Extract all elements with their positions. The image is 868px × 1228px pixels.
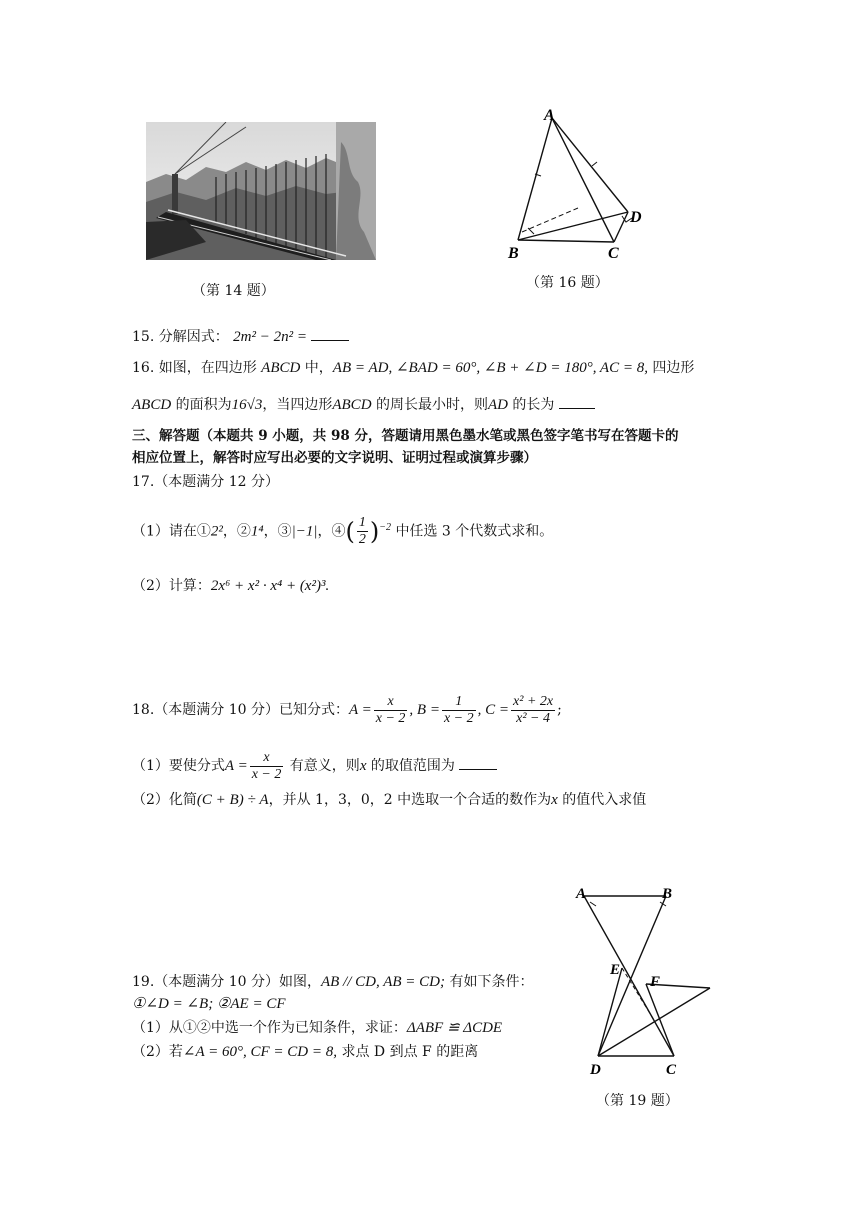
q18-part1 xyxy=(132,748,497,784)
q18-c-frac xyxy=(511,694,555,727)
q19-p2-text: （2）若 xyxy=(132,1044,183,1060)
fig19-caption: （第 19 题） xyxy=(596,1093,679,1109)
q18-a-label: A = xyxy=(348,702,372,718)
q18-p1-a: A = xyxy=(224,758,248,774)
q18-end: ; xyxy=(557,702,562,718)
q17-sep3: ，③ xyxy=(263,523,292,540)
q18-part2 xyxy=(132,790,646,810)
q17-title: 17.（本题满分 12 分） xyxy=(132,474,279,490)
q18-p1-mid: 有意义，则 xyxy=(285,758,360,774)
q17-p2-text: （2）计算： xyxy=(132,578,211,594)
fig16-label-d: D xyxy=(630,209,642,226)
fig19-label-b: B xyxy=(662,886,673,902)
q19-conditions: ①∠D = ∠B; ②AE = CF xyxy=(132,996,286,1012)
q17-frac-num: 1 xyxy=(358,515,366,531)
fig16-label-c: C xyxy=(608,245,619,262)
fig19-diagram xyxy=(570,880,720,1080)
section3-header-line2: 相应位置上，解答时应写出必要的文字说明、证明过程或演算步骤） xyxy=(132,450,537,466)
q16-text: 16. 如图，在四边形 xyxy=(132,360,262,376)
q19-title-text: 19.（本题满分 10 分）如图， xyxy=(132,974,321,990)
q18-p2-expr: (C + B) ÷ A xyxy=(196,792,269,808)
q17-frac-den: 2 xyxy=(358,532,366,548)
q18-title xyxy=(132,692,562,728)
q18-p1-suffix: 的取值范围为 xyxy=(366,758,455,774)
q17-part1: （1）请在①2²，②1⁴，③|−1|，④( $\frac{1}{2}$ )$^{-2}$ 中任选 3 个代数式求和。 xyxy=(132,515,554,548)
q16-text-perimeter: 的周长最小时，则 xyxy=(371,397,488,413)
q18-a-num: x xyxy=(374,694,408,711)
q16-ad: AD xyxy=(487,397,508,413)
fig19-label-a: A xyxy=(576,886,587,902)
q18-title-text: 18.（本题满分 10 分）已知分式： xyxy=(132,702,349,718)
q17-exponent: −2 xyxy=(379,522,392,533)
fig14-caption: （第 14 题） xyxy=(192,283,275,299)
section3-header-line1: 三、解答题（本题共 9 小题，共 98 分，答题请用黑色墨水笔或黑色签字笔书写在答题卡的 xyxy=(132,428,679,444)
bridge-image xyxy=(146,122,376,260)
q18-p1-x: x xyxy=(359,758,367,774)
q18-c-label: , C = xyxy=(477,702,510,718)
q17-sep4: ，④ xyxy=(317,523,346,540)
q18-b-label: , B = xyxy=(409,702,440,718)
q18-a-den: x − 2 xyxy=(375,710,406,726)
fig19-label-c: C xyxy=(666,1062,677,1078)
q16-text-length: 的长为 xyxy=(507,397,555,413)
q18-p2-suffix: 的值代入求值 xyxy=(557,792,647,808)
q17-fraction xyxy=(357,515,368,548)
q16-line2 xyxy=(132,394,595,415)
q18-p1-num: x xyxy=(250,750,284,767)
q18-c-num: x² + 2x xyxy=(513,693,554,709)
q19-p1-expr: ΔABF ≌ ΔCDE xyxy=(406,1020,503,1036)
q15-answer-blank[interactable] xyxy=(311,326,349,341)
fig19-label-e: E xyxy=(610,962,621,978)
q16-text-suffix: 四边形 xyxy=(647,360,695,376)
q17-item3: |−1| xyxy=(291,523,318,540)
q18-p2-mid: ，并从 1，3，0，2 中选取一个合适的数作为 xyxy=(268,792,552,808)
q18-b-num: 1 xyxy=(442,694,476,711)
q16-line1 xyxy=(132,358,694,378)
q18-p1-den: x − 2 xyxy=(251,766,282,782)
fig16-label-b: B xyxy=(508,245,519,262)
fig19-label-d: D xyxy=(590,1062,601,1078)
q19-p2-suffix: 求点 D 到点 F 的距离 xyxy=(337,1044,479,1060)
q17-p1-suffix: 中任选 3 个代数式求和。 xyxy=(391,523,554,540)
q18-p1-text: （1）要使分式 xyxy=(132,758,225,774)
q16-text-mid: 中， xyxy=(300,360,333,376)
q19-p2-expr: ∠A = 60°, CF = CD = 8, xyxy=(182,1044,338,1060)
q17-part2 xyxy=(132,576,329,596)
q17-item2: 1⁴ xyxy=(250,523,264,540)
fig16-diagram xyxy=(500,104,660,264)
q18-p2-text: （2）化简 xyxy=(132,792,197,808)
q15-label: 15. 分解因式： xyxy=(132,329,229,345)
fig14-photo xyxy=(146,122,376,260)
q18-b-frac xyxy=(442,694,476,727)
q18-p2-x: x xyxy=(551,792,558,808)
q18-b-den: x − 2 xyxy=(443,710,474,726)
q16-text-area: 的面积为 xyxy=(171,397,232,413)
q16-abcd-3: ABCD xyxy=(332,397,372,413)
q19-title xyxy=(132,972,533,992)
fig16-label-a: A xyxy=(544,107,555,124)
q16-answer-blank[interactable] xyxy=(559,394,595,409)
q15-expr: 2m² − 2n² = xyxy=(233,329,307,345)
q19-p1-text: （1）从①②中选一个作为已知条件，求证： xyxy=(132,1020,407,1036)
q15 xyxy=(132,326,349,347)
q16-conditions: AB = AD, ∠BAD = 60°, ∠B + ∠D = 180°, AC = 8, xyxy=(332,360,648,376)
q18-p1-frac xyxy=(250,750,284,783)
q16-abcd-2: ABCD xyxy=(132,397,172,413)
q17-p1-text: （1）请在① xyxy=(132,523,211,540)
q19-title-math: AB // CD, AB = CD; xyxy=(320,974,445,990)
fig16-caption: （第 16 题） xyxy=(526,275,609,291)
q19-title-end: 有如下条件： xyxy=(445,974,534,990)
fig19-label-f: F xyxy=(650,974,661,990)
q16-abcd: ABCD xyxy=(261,360,301,376)
q18-answer-blank[interactable] xyxy=(459,755,497,770)
q18-a-frac xyxy=(374,694,408,727)
q19-part1 xyxy=(132,1018,502,1038)
q16-text-when: ，当四边形 xyxy=(262,397,333,413)
q16-area-value: 16√3 xyxy=(231,397,263,413)
q17-item1: 2² xyxy=(210,523,223,540)
q17-p2-expr: 2x⁶ + x² · x⁴ + (x²)³. xyxy=(210,578,330,594)
q17-sep2: ，② xyxy=(222,523,251,540)
q18-c-den: x² − 4 xyxy=(516,710,550,726)
q19-part2 xyxy=(132,1042,478,1062)
